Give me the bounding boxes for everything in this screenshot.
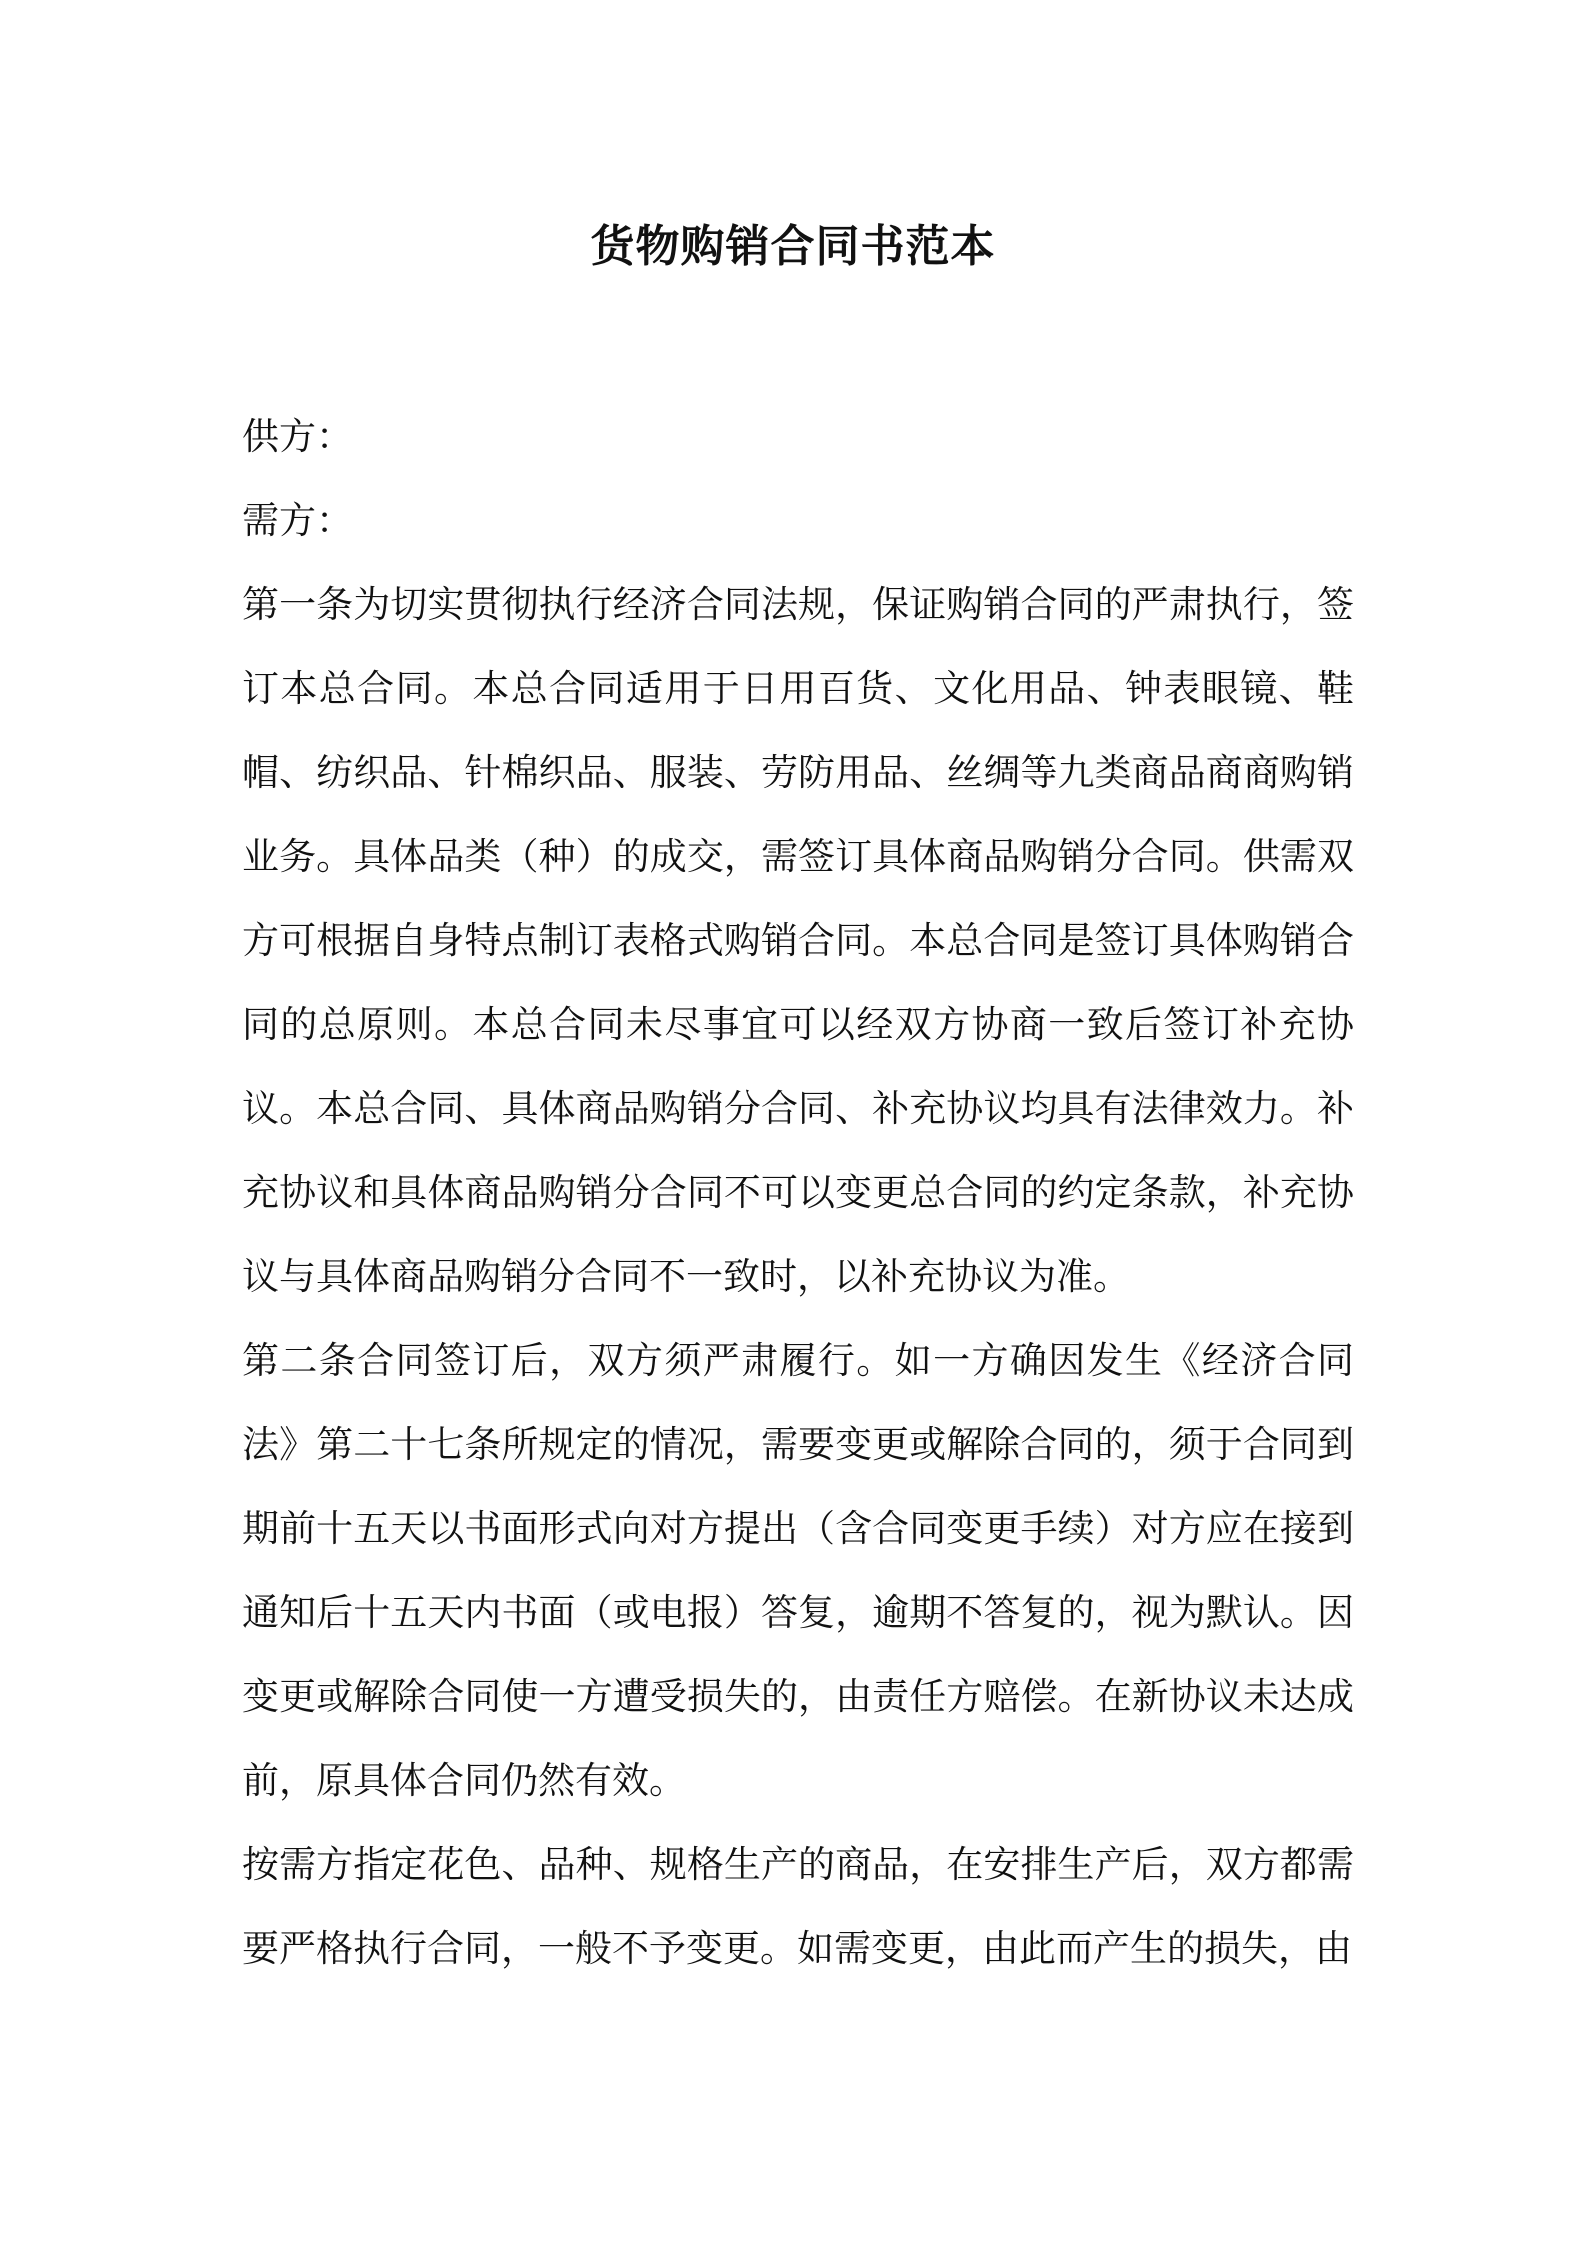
- buyer-line: 需方：: [242, 499, 353, 542]
- document-title: 货物购销合同书范本: [590, 221, 996, 272]
- supplier-line: 供方：: [242, 415, 353, 458]
- document-body: [242, 395, 1354, 1991]
- custom-order-paragraph: 按需方指定花色、品种、规格生产的商品，在安排生产后，双方都需要严格执行合同，一般不予变更。如需变更，由此而产生的损失，由: [242, 1843, 1354, 1970]
- article-1-paragraph: 第一条为切实贯彻执行经济合同法规，保证购销合同的严肃执行，签订本总合同。本总合同适用于日用百货、文化用品、钟表眼镜、鞋帽、纺织品、针棉织品、服装、劳防用品、丝绸等九类商品商商购销业务。具体品类（种）的成交，需签订具体商品购销分合同。供需双方可根据自身特点制订表格式购销合同。本总合同是签订具体购销合同的总原则。本总合同未尽事宜可以经双方协商一致后签订补充协议。本总合同、具体商品购销分合同、补充协议均具有法律效力。补充协议和具体商品购销分合同不可以变更总合同的约定条款，补充协议与具体商品购销分合同不一致时，以补充协议为准。: [242, 583, 1354, 1298]
- article-2-paragraph: 第二条合同签订后，双方须严肃履行。如一方确因发生《经济合同法》第二十七条所规定的情况，需要变更或解除合同的，须于合同到期前十五天以书面形式向对方提出（含合同变更手续）对方应在接到通知后十五天内书面（或电报）答复，逾期不答复的，视为默认。因变更或解除合同使一方遭受损失的，由责任方赔偿。在新协议未达成前，原具体合同仍然有效。: [242, 1339, 1354, 1802]
